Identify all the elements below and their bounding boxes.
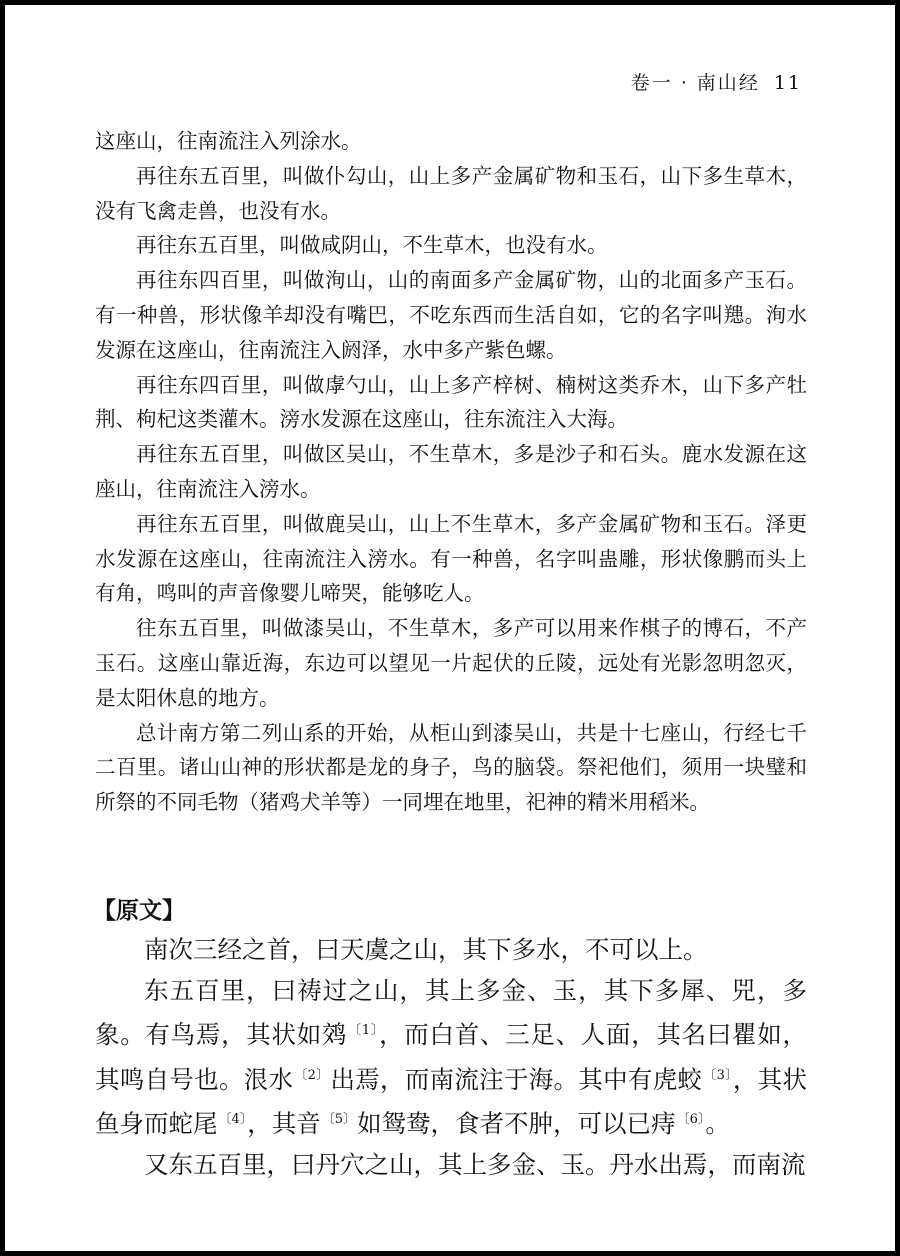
original-text-run: 出焉，而南流注于海。其中有虎蛟 — [330, 1064, 703, 1094]
original-paragraph: 南次三经之首，曰天虞之山，其下多水，不可以上。 — [144, 935, 708, 964]
original-text — [95, 930, 807, 1186]
running-header — [631, 68, 802, 95]
translation-paragraph: 再往东四百里，叫做洵山，山的南面多产金属矿物，山的北面多产玉石。有一种兽，形状像羊却没有嘴巴，不吃东西而生活自如，它的名字叫䍺。洵水发源在这座山，往南流注入阏泽，水中多产紫色螺。 — [95, 268, 807, 362]
original-paragraph: 又东五百里，曰丹穴之山，其上多金、玉。丹水出焉，而南流 — [144, 1149, 806, 1179]
section-heading-original: 【原文】 — [93, 898, 185, 924]
page-number: 11 — [773, 72, 802, 94]
translation-paragraph: 这座山，往南流注入列涂水。 — [95, 129, 362, 153]
footnote-marker[interactable]: 〔1〕 — [348, 1023, 379, 1039]
translation-paragraph: 再往东五百里，叫做区吴山，不生草木，多是沙子和石头。鹿水发源在这座山，往南流注入滂水。 — [95, 442, 807, 501]
original-text-run: 东五百里，曰祷过之山，其上多金、玉，其下多犀、兕，多象。有鸟焉，其状如䴔 — [95, 975, 807, 1050]
footnote-marker[interactable]: 〔4〕 — [218, 1112, 247, 1128]
translation-text — [95, 124, 807, 820]
footnote-marker[interactable]: 〔5〕 — [321, 1112, 357, 1128]
footnote-marker[interactable]: 〔2〕 — [294, 1067, 330, 1083]
translation-paragraph: 往东五百里，叫做漆吴山，不生草木，多产可以用来作棋子的博石，不产玉石。这座山靠近海，东边可以望见一片起伏的丘陵，远处有光影忽明忽灭，是太阳休息的地方。 — [95, 616, 807, 710]
translation-paragraph: 再往东五百里，叫做仆勾山，山上多产金属矿物和玉石，山下多生草木，没有飞禽走兽，也没有水。 — [95, 163, 807, 223]
translation-paragraph: 总计南方第二列山系的开始，从柜山到漆吴山，共是十七座山，行经七千二百里。诸山山神的形状都是龙的身子，鸟的脑袋。祭祀他们，须用一块璧和所祭的不同毛物（猪鸡犬羊等）一同埋在地里，祀神的精米用稻米。 — [95, 720, 807, 815]
original-text-run: ，而白首、三足、人面，其名曰瞿如，其鸣自号也。泿水 — [95, 1020, 808, 1094]
original-text-run: ，其状鱼身而蛇尾 — [95, 1064, 807, 1139]
translation-paragraph: 再往东五百里，叫做鹿吴山，山上不生草木，多产金属矿物和玉石。泽更水发源在这座山，往南流注入滂水。有一种兽，名字叫蛊雕，形状像鹏而头上有角，鸣叫的声音像婴儿啼哭，能够吃人。 — [95, 511, 807, 606]
footnote-marker[interactable]: 〔6〕 — [676, 1112, 705, 1128]
translation-paragraph: 再往东五百里，叫做咸阴山，不生草木，也没有水。 — [136, 233, 608, 258]
translation-paragraph: 再往东四百里，叫做虖勺山，山上多产梓树、楠树这类乔木，山下多产牡荆、枸杞这类灌木。滂水发源在这座山，往东流注入大海。 — [95, 372, 807, 432]
footnote-marker[interactable]: 〔3〕 — [703, 1067, 732, 1083]
chapter-title: 卷一 · 南山经 — [630, 72, 760, 94]
original-text-run: ，其音 — [247, 1109, 321, 1139]
original-paragraph — [95, 971, 807, 1145]
original-text-run: 如鸳鸯，食者不肿，可以已痔 — [357, 1109, 676, 1139]
original-text-run: 。 — [705, 1109, 730, 1139]
